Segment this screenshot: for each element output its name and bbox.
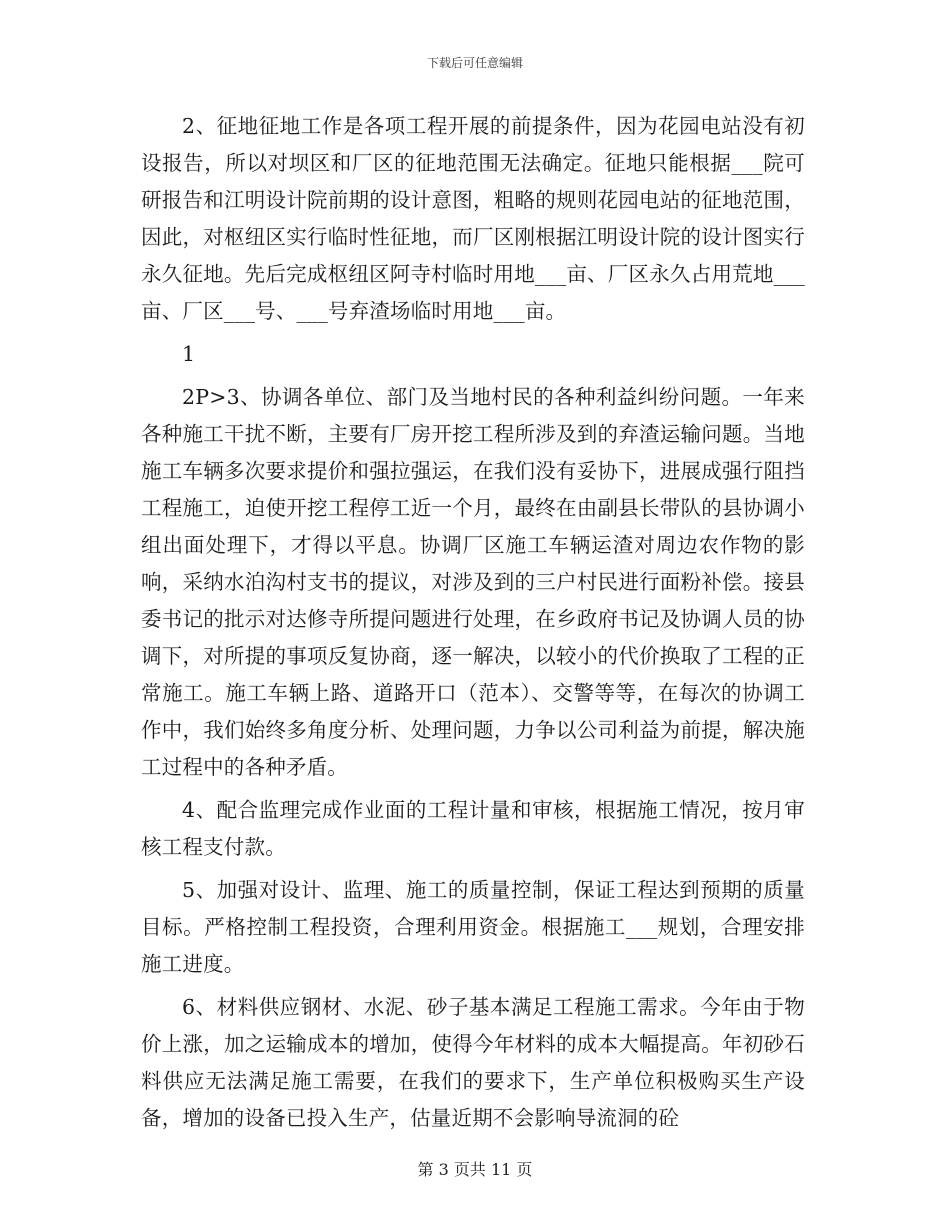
paragraph-material-supply: 6、材料供应钢材、水泥、砂子基本满足工程施工需求。今年由于物价上涨，加之运输成本的增加，使得今年材料的成本大幅提高。年初砂石料供应无法满足施工需要，在我们的要求下，生产单位积极购买生产设备，增加的设备已投入生产，估量近期不会影响导流洞的砼: [141, 995, 805, 1130]
paragraph-measurement: 4、配合监理完成作业面的工程计量和审核，根据施工情况，按月审核工程支付款。: [141, 798, 805, 859]
page-header: 下载后可任意编辑: [426, 56, 523, 70]
paragraph-number: 1: [182, 342, 196, 366]
document-body: [141, 108, 805, 1137]
page-number: 第 3 页共 11 页: [417, 1160, 533, 1179]
paragraph-land-acquisition: 2、征地征地工作是各项工程开展的前提条件，因为花园电站没有初设报告，所以对坝区和厂区的征地范围无法确定。征地只能根据___院可研报告和江明设计院前期的设计意图，粗略的规则花园电站的征地范围，因此，对枢纽区实行临时性征地，而厂区刚根据江明设计院的设计图实行永久征地。先后完成枢纽区阿寺村临时用地___亩、厂区永久占用荒地___亩、厂区___号、___号弃渣场临时用地___亩。: [141, 114, 805, 323]
paragraph-quality-control: 5、加强对设计、监理、施工的质量控制，保证工程达到预期的质量目标。严格控制工程投资，合理利用资金。根据施工___规划，合理安排施工进度。: [141, 878, 805, 976]
paragraph-coordination: 2P>3、协调各单位、部门及当地村民的各种利益纠纷问题。一年来各种施工干扰不断，主要有厂房开挖工程所涉及到的弃渣运输问题。当地施工车辆多次要求提价和强拉强运，在我们没有妥协下，进展成强行阻挡工程施工，迫使开挖工程停工近一个月，最终在由副县长带队的县协调小组出面处理下，才得以平息。协调厂区施工车辆运渣对周边农作物的影响，采纳水泊沟村支书的提议，对涉及到的三户村民进行面粉补偿。接县委书记的批示对达修寺所提问题进行处理，在乡政府书记及协调人员的协调下，对所提的事项反复协商，逐一解决，以较小的代价换取了工程的正常施工。施工车辆上路、道路开口（范本）、交警等等，在每次的协调工作中，我们始终多角度分析、处理问题，力争以公司利益为前提，解决施工过程中的各种矛盾。: [141, 385, 805, 779]
